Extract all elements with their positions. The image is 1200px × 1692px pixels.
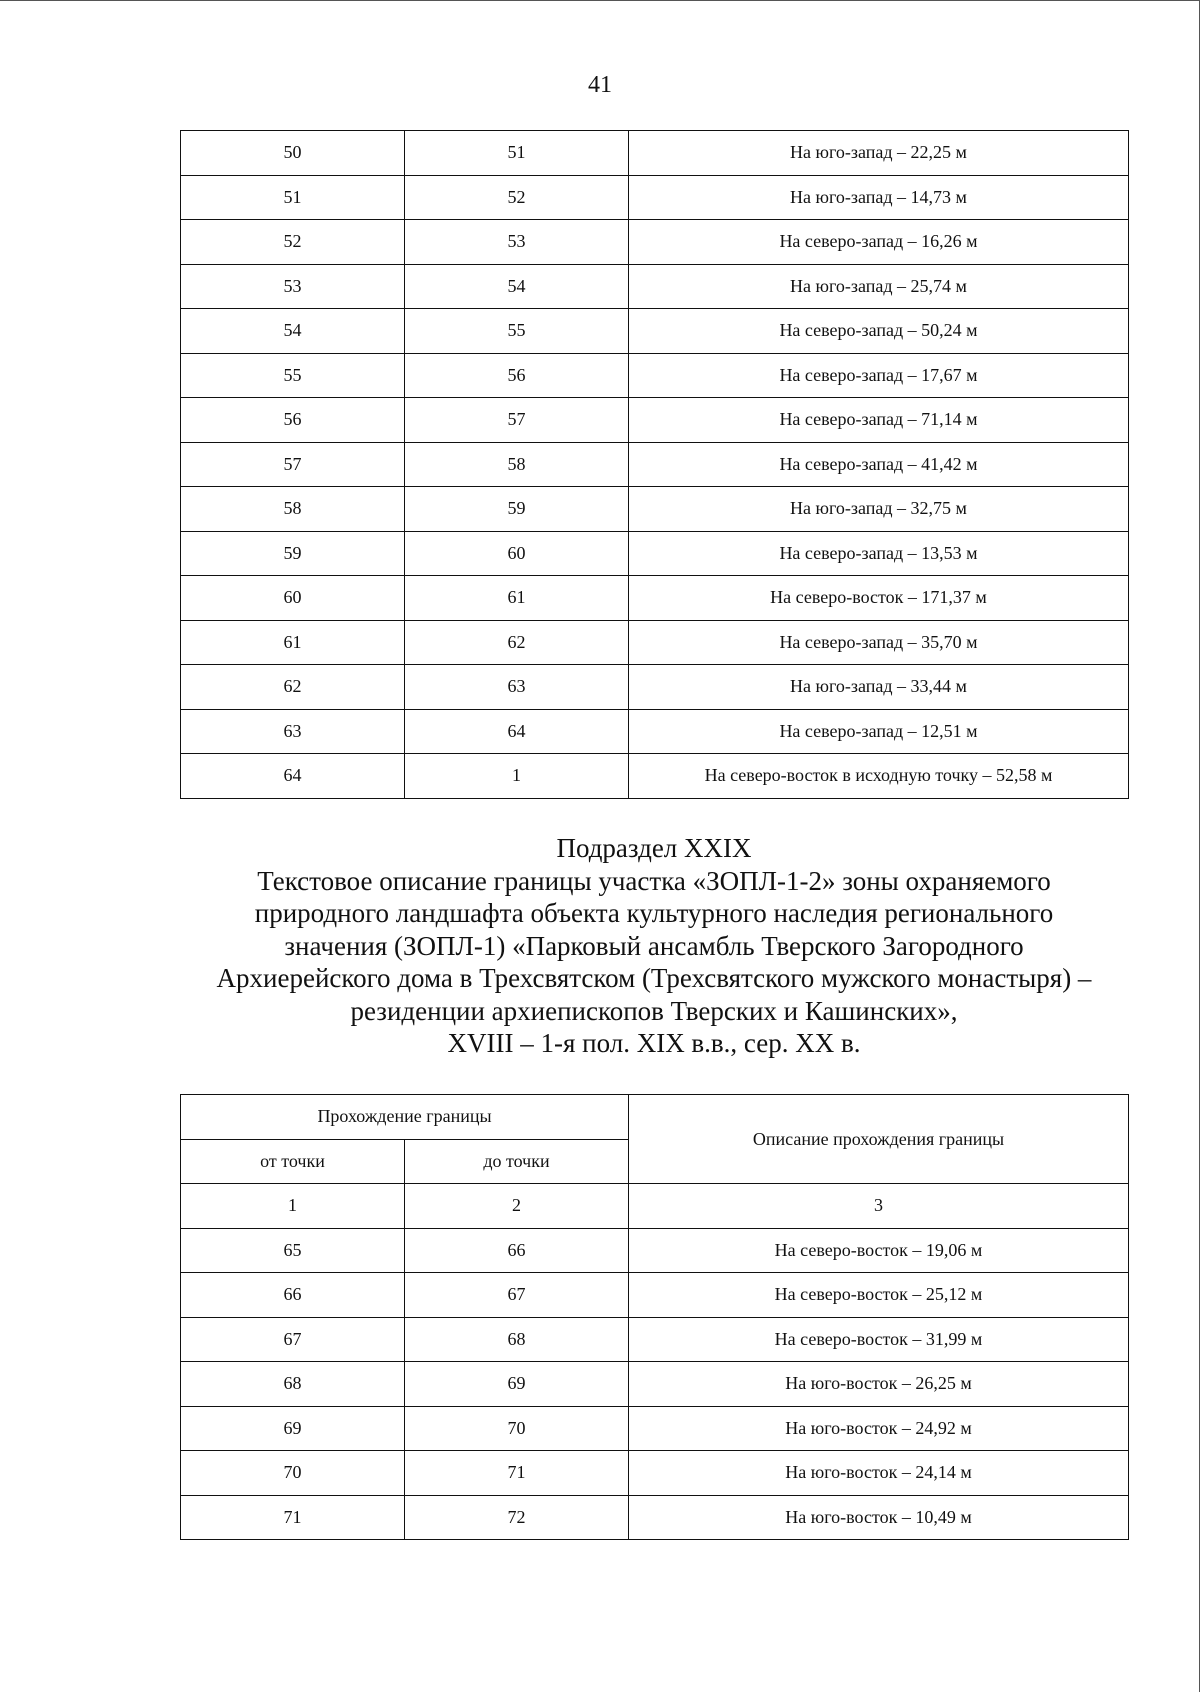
from-point-cell: 54 [181, 309, 405, 354]
from-point-cell: 55 [181, 353, 405, 398]
from-point-cell: 66 [181, 1273, 405, 1318]
to-point-cell: 51 [405, 131, 629, 176]
table-row [181, 620, 1129, 665]
header-to-point: до точки [405, 1139, 629, 1184]
table-row [181, 754, 1129, 799]
from-point-cell: 58 [181, 487, 405, 532]
from-point-cell: 52 [181, 220, 405, 265]
description-cell: На юго-восток – 24,92 м [629, 1406, 1129, 1451]
table-row [181, 1495, 1129, 1540]
to-point-cell: 64 [405, 709, 629, 754]
subsection-line: резиденции архиепископов Тверских и Кашинских», [350, 995, 958, 1026]
description-cell: На юго-запад – 32,75 м [629, 487, 1129, 532]
header-boundary-passage: Прохождение границы [181, 1095, 629, 1140]
subsection-line: Архиерейского дома в Трехсвятском (Трехсвятского мужского монастыря) – [216, 963, 1092, 993]
to-point-cell: 67 [405, 1273, 629, 1318]
from-point-cell: 71 [181, 1495, 405, 1540]
from-point-cell: 64 [181, 754, 405, 799]
column-number-from: 1 [181, 1184, 405, 1229]
boundary-table-zopl-1-2 [180, 1094, 1129, 1540]
from-point-cell: 56 [181, 398, 405, 443]
table-row [181, 353, 1129, 398]
to-point-cell: 68 [405, 1317, 629, 1362]
to-point-cell: 71 [405, 1451, 629, 1496]
from-point-cell: 70 [181, 1451, 405, 1496]
table-row [181, 220, 1129, 265]
description-cell: На северо-запад – 71,14 м [629, 398, 1129, 443]
to-point-cell: 72 [405, 1495, 629, 1540]
description-cell: На северо-запад – 13,53 м [629, 531, 1129, 576]
to-point-cell: 53 [405, 220, 629, 265]
description-cell: На северо-восток – 19,06 м [629, 1228, 1129, 1273]
description-cell: На северо-запад – 16,26 м [629, 220, 1129, 265]
from-point-cell: 63 [181, 709, 405, 754]
description-cell: На северо-запад – 12,51 м [629, 709, 1129, 754]
description-cell: На северо-восток в исходную точку – 52,58 м [629, 754, 1129, 799]
to-point-cell: 63 [405, 665, 629, 710]
table-row [181, 442, 1129, 487]
description-cell: На северо-запад – 41,42 м [629, 442, 1129, 487]
table-row [181, 309, 1129, 354]
table-row [181, 665, 1129, 710]
to-point-cell: 60 [405, 531, 629, 576]
table-row [181, 175, 1129, 220]
description-cell: На северо-запад – 50,24 м [629, 309, 1129, 354]
from-point-cell: 59 [181, 531, 405, 576]
to-point-cell: 58 [405, 442, 629, 487]
to-point-cell: 54 [405, 264, 629, 309]
to-point-cell: 56 [405, 353, 629, 398]
description-cell: На северо-восток – 25,12 м [629, 1273, 1129, 1318]
boundary-table-continued [180, 130, 1129, 799]
subsection-title: Подраздел XXIX [556, 833, 752, 863]
description-cell: На юго-восток – 24,14 м [629, 1451, 1129, 1496]
from-point-cell: 62 [181, 665, 405, 710]
subsection-heading [150, 832, 1158, 1060]
from-point-cell: 53 [181, 264, 405, 309]
table-row [181, 264, 1129, 309]
table-row [181, 1228, 1129, 1273]
to-point-cell: 66 [405, 1228, 629, 1273]
to-point-cell: 59 [405, 487, 629, 532]
to-point-cell: 62 [405, 620, 629, 665]
column-number-desc: 3 [629, 1184, 1129, 1229]
description-cell: На северо-восток – 171,37 м [629, 576, 1129, 621]
description-cell: На северо-запад – 17,67 м [629, 353, 1129, 398]
table-row [181, 1273, 1129, 1318]
to-point-cell: 1 [405, 754, 629, 799]
to-point-cell: 61 [405, 576, 629, 621]
table-row [181, 487, 1129, 532]
description-cell: На юго-запад – 14,73 м [629, 175, 1129, 220]
table-row [181, 1451, 1129, 1496]
description-cell: На юго-запад – 33,44 м [629, 665, 1129, 710]
table-row [181, 398, 1129, 443]
to-point-cell: 52 [405, 175, 629, 220]
header-description: Описание прохождения границы [629, 1095, 1129, 1184]
subsection-line: природного ландшафта объекта культурного наследия регионального [254, 898, 1054, 928]
subsection-line: Текстовое описание границы участка «ЗОПЛ-1-2» зоны охраняемого [257, 865, 1051, 896]
top-border-line [0, 0, 1200, 1]
description-cell: На юго-запад – 22,25 м [629, 131, 1129, 176]
description-cell: На юго-запад – 25,74 м [629, 264, 1129, 309]
from-point-cell: 57 [181, 442, 405, 487]
description-cell: На юго-восток – 26,25 м [629, 1362, 1129, 1407]
from-point-cell: 51 [181, 175, 405, 220]
description-cell: На северо-восток – 31,99 м [629, 1317, 1129, 1362]
from-point-cell: 50 [181, 131, 405, 176]
subsection-line: значения (ЗОПЛ-1) «Парковый ансамбль Тверского Загородного [284, 930, 1024, 961]
table-column-numbers-row [181, 1184, 1129, 1229]
from-point-cell: 67 [181, 1317, 405, 1362]
table-row [181, 1362, 1129, 1407]
table-header [181, 1095, 1129, 1229]
boundary-table-zopl-1-2-body [181, 1228, 1129, 1540]
table-row [181, 131, 1129, 176]
from-point-cell: 60 [181, 576, 405, 621]
page-number: 41 [588, 72, 612, 98]
description-cell: На северо-запад – 35,70 м [629, 620, 1129, 665]
boundary-table-continued-body [181, 131, 1129, 799]
header-from-point: от точки [181, 1139, 405, 1184]
description-cell: На юго-восток – 10,49 м [629, 1495, 1129, 1540]
from-point-cell: 69 [181, 1406, 405, 1451]
table-row [181, 576, 1129, 621]
to-point-cell: 57 [405, 398, 629, 443]
table-row [181, 1317, 1129, 1362]
table-header-row [181, 1095, 1129, 1140]
from-point-cell: 61 [181, 620, 405, 665]
to-point-cell: 70 [405, 1406, 629, 1451]
from-point-cell: 65 [181, 1228, 405, 1273]
table-row [181, 709, 1129, 754]
table-row [181, 1406, 1129, 1451]
table-row [181, 531, 1129, 576]
to-point-cell: 55 [405, 309, 629, 354]
to-point-cell: 69 [405, 1362, 629, 1407]
from-point-cell: 68 [181, 1362, 405, 1407]
column-number-to: 2 [405, 1184, 629, 1229]
subsection-line: XVIII – 1-я пол. XIX в.в., сер. XX в. [447, 1028, 861, 1058]
